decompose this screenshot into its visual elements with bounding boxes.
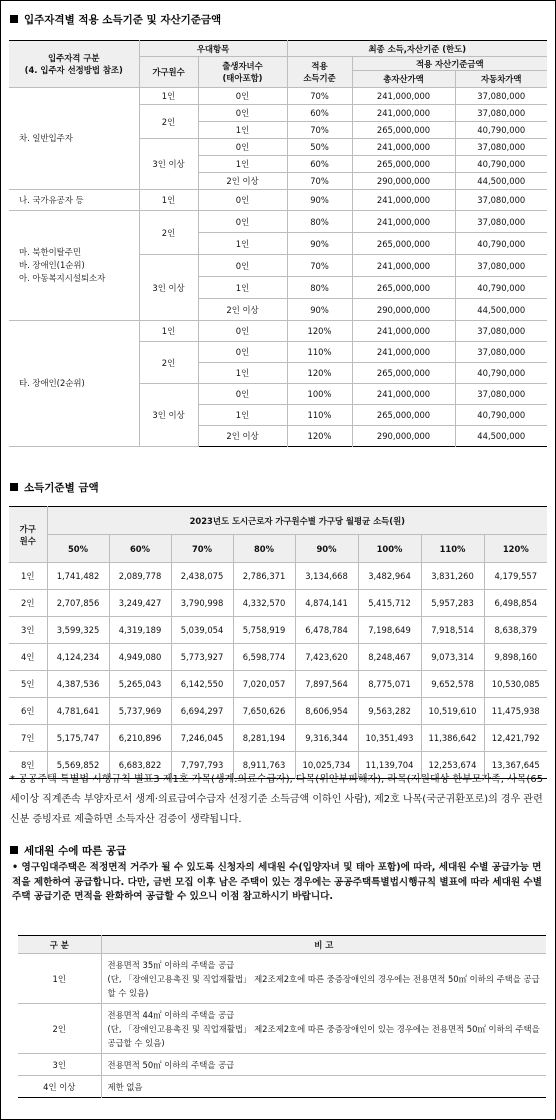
table-cell: 70% <box>287 173 352 190</box>
table-cell: 2인 <box>139 105 198 139</box>
table-cell: 40,790,000 <box>455 363 547 384</box>
table-cell: 3인 <box>18 1054 101 1076</box>
table-cell: 0인 <box>198 211 287 233</box>
table-row <box>9 88 547 105</box>
header-income-std <box>287 57 352 88</box>
table-cell: 241,000,000 <box>352 139 455 156</box>
income-amount-cell: 8,281,194 <box>233 725 295 752</box>
table-cell: 40,790,000 <box>455 405 547 426</box>
table-cell: 아. 아동복지시설퇴소자 <box>19 273 106 283</box>
income-amount-cell: 4,387,536 <box>47 671 109 698</box>
table-cell: 1인 <box>198 233 287 255</box>
income-amount-cell: 9,563,282 <box>358 698 421 725</box>
table-row <box>9 725 547 752</box>
table-cell: 1인 <box>198 122 287 139</box>
income-amount-cell: 4,179,557 <box>484 563 547 590</box>
income-amount-cell: 6,210,896 <box>109 725 171 752</box>
table-cell: 37,080,000 <box>455 190 547 211</box>
section3-title <box>10 843 126 858</box>
table-cell: 40,790,000 <box>455 156 547 173</box>
income-amount-cell: 2,786,371 <box>233 563 295 590</box>
table-row <box>9 617 547 644</box>
square-bullet-icon <box>10 483 18 491</box>
income-amount-cell: 7,020,057 <box>233 671 295 698</box>
table-cell: (단, 「장애인고용촉진 및 직업재활법」 제2조제2호에 따른 중증장애인의 경우에는 전용면적 50㎡ 이하의 주택을 공급할 수 있음) <box>107 973 540 998</box>
income-amount-cell: 8,606,954 <box>295 698 358 725</box>
table-cell: 90% <box>287 233 352 255</box>
income-asset-criteria-table <box>9 40 547 447</box>
income-amount-cell: 5,039,054 <box>171 617 233 644</box>
table-cell: (태아포함) <box>222 73 263 83</box>
table-cell: 241,000,000 <box>352 384 455 405</box>
table-cell: 입주자격 구분 <box>48 53 100 63</box>
table-cell: 241,000,000 <box>352 321 455 342</box>
section2-title <box>10 480 99 495</box>
table-cell: 241,000,000 <box>352 342 455 363</box>
income-amount-cell: 4,124,234 <box>47 644 109 671</box>
table-cell: 44,500,000 <box>455 173 547 190</box>
table-cell: 241,000,000 <box>352 190 455 211</box>
table-cell: 290,000,000 <box>352 426 455 447</box>
table-cell: 110% <box>287 342 352 363</box>
table-cell: 120% <box>287 321 352 342</box>
table-cell: 3인 이상 <box>139 384 198 447</box>
table-cell: 마. 북한이탈주민 <box>19 247 81 257</box>
header-final: 최종 소득,자산기준 (한도) <box>287 41 547 57</box>
table-row <box>9 590 547 617</box>
income-amount-table <box>9 506 547 779</box>
table-cell: 2인 <box>139 211 198 255</box>
table-cell: 0인 <box>198 255 287 277</box>
income-amount-cell: 10,351,493 <box>358 725 421 752</box>
category-ma-ba-a <box>9 211 139 321</box>
note-text: * 공공주택 특별법 시행규칙 별표3 제1호 가목(생계.의료수급자), 다목(위안부피해자), 라목(지원대상 한부모가족, 사목(65세이상 직계존속 부양자로서 생계·의료급여수급자 선정기준 소득금액 이하인 사람), 제2호 나목(국군귀환포로)의 경우 관련 신분 증빙자료 제출하면 소득자산 검증이 생략됩니다. <box>10 774 544 825</box>
income-amount-cell: 6,683,822 <box>109 752 171 779</box>
table-cell: 241,000,000 <box>352 88 455 105</box>
income-amount-cell: 4,949,080 <box>109 644 171 671</box>
table-cell: 90% <box>287 190 352 211</box>
table-cell: 37,080,000 <box>455 384 547 405</box>
table-cell: 60% <box>287 105 352 122</box>
header-household: 가구원수 <box>139 57 198 88</box>
table-cell: 1인 <box>198 277 287 299</box>
income-amount-cell: 7,897,564 <box>295 671 358 698</box>
table-cell: 소득기준별 금액 <box>24 482 99 494</box>
header-percent: 50% <box>47 535 109 563</box>
table-cell: 0인 <box>198 384 287 405</box>
table-cell: 바. 장애인(1순위) <box>19 260 85 270</box>
table-cell: 1인 <box>198 405 287 426</box>
income-amount-cell: 9,898,160 <box>484 644 547 671</box>
table-cell: 37,080,000 <box>455 211 547 233</box>
income-amount-cell: 3,831,260 <box>421 563 484 590</box>
table-cell: 0인 <box>198 321 287 342</box>
income-amount-cell: 2,707,856 <box>47 590 109 617</box>
table-cell: 1인 <box>139 190 198 211</box>
income-amount-cell: 1,741,482 <box>47 563 109 590</box>
table-row <box>9 671 547 698</box>
header-caption: 2023년도 도시근로자 가구원수별 가구당 월평균 소득(원) <box>47 507 547 535</box>
income-amount-cell: 8,638,379 <box>484 617 547 644</box>
header-percent: 60% <box>109 535 171 563</box>
table-cell: 3인 이상 <box>139 255 198 321</box>
income-amount-cell: 7,797,793 <box>171 752 233 779</box>
income-amount-cell: 2,438,075 <box>171 563 233 590</box>
table-cell: 265,000,000 <box>352 363 455 384</box>
table-cell: 80% <box>287 211 352 233</box>
table-cell: 265,000,000 <box>352 233 455 255</box>
household-size-label: 1인 <box>9 563 47 590</box>
table-cell: 1인 <box>198 156 287 173</box>
table-cell: 2인 이상 <box>198 173 287 190</box>
table-cell: 80% <box>287 277 352 299</box>
table-row <box>18 1054 546 1076</box>
supply-bullet-text: • 영구임대주택은 적정면적 거주가 될 수 있도록 신청자의 세대원 수(입양자녀 및 태아 포함)에 따라, 세대원 수별 공급가능 면적을 제한하여 공급합니다. 다만, 금번 모집 이후 남은 주택이 있는 경우에는 공공주택특별법시행규칙 별표에 따라 세대원 수별 주택 공급기준 면적을 완화하여 공급할 수 있으니 이점 참고하시기 바랍니다. <box>12 862 543 902</box>
income-amount-cell: 11,139,704 <box>358 752 421 779</box>
table-cell: 37,080,000 <box>455 105 547 122</box>
household-size-label: 7인 <box>9 725 47 752</box>
table-cell: 1인 <box>18 954 101 1004</box>
income-amount-cell: 2,089,778 <box>109 563 171 590</box>
income-amount-cell: 4,319,189 <box>109 617 171 644</box>
income-amount-cell: 3,482,964 <box>358 563 421 590</box>
table-cell: 44,500,000 <box>455 426 547 447</box>
table-cell: 가구 <box>19 523 36 534</box>
income-amount-cell: 3,790,998 <box>171 590 233 617</box>
income-amount-cell: 11,386,642 <box>421 725 484 752</box>
table-cell: 37,080,000 <box>455 139 547 156</box>
header-note: 비 고 <box>101 936 546 954</box>
table-cell: 265,000,000 <box>352 405 455 426</box>
table-cell: 110% <box>287 405 352 426</box>
table-cell: 세대원 수에 따른 공급 <box>24 845 127 857</box>
table-cell: 출생자녀수 <box>222 61 263 71</box>
table-row <box>9 644 547 671</box>
table-cell: 0인 <box>198 105 287 122</box>
income-amount-cell: 4,332,570 <box>233 590 295 617</box>
table-cell: 70% <box>287 122 352 139</box>
income-amount-cell: 6,498,854 <box>484 590 547 617</box>
household-size-label: 3인 <box>9 617 47 644</box>
income-amount-cell: 7,423,620 <box>295 644 358 671</box>
income-amount-cell: 5,265,043 <box>109 671 171 698</box>
header-percent: 120% <box>484 535 547 563</box>
income-amount-cell: 5,773,927 <box>171 644 233 671</box>
table-cell: 0인 <box>198 190 287 211</box>
table-cell: 37,080,000 <box>455 321 547 342</box>
income-amount-cell: 10,519,610 <box>421 698 484 725</box>
table-cell: 44,500,000 <box>455 299 547 321</box>
header-percent: 80% <box>233 535 295 563</box>
square-bullet-icon <box>10 15 18 23</box>
table-cell: 50% <box>287 139 352 156</box>
table-cell: 2인 이상 <box>198 299 287 321</box>
table-cell: 적용 <box>311 61 328 71</box>
header-percent: 100% <box>358 535 421 563</box>
table-row <box>9 211 547 233</box>
table-cell: 40,790,000 <box>455 277 547 299</box>
table-cell: 40,790,000 <box>455 122 547 139</box>
household-size-label: 8인 <box>9 752 47 779</box>
table-cell: 241,000,000 <box>352 105 455 122</box>
table-cell: 90% <box>287 299 352 321</box>
income-amount-cell: 9,316,344 <box>295 725 358 752</box>
table-cell: 290,000,000 <box>352 173 455 190</box>
category-ta: 타. 장애인(2순위) <box>9 321 139 447</box>
table-cell: (4. 입주자 선정방법 참조) <box>24 65 123 75</box>
household-size-label: 4인 <box>9 644 47 671</box>
income-amount-cell: 6,598,774 <box>233 644 295 671</box>
header-children <box>198 57 287 88</box>
header-percent: 70% <box>171 535 233 563</box>
table-cell: 265,000,000 <box>352 156 455 173</box>
header-asset-std: 적용 자산기준금액 <box>352 57 547 71</box>
header-household <box>9 507 47 563</box>
table-cell: 소득기준 <box>303 73 336 83</box>
table-cell: 0인 <box>198 342 287 363</box>
table-cell: 2인 <box>139 342 198 384</box>
category-cha: 차. 일반입주자 <box>9 88 139 190</box>
table-cell: 0인 <box>198 139 287 156</box>
income-amount-cell: 8,911,763 <box>233 752 295 779</box>
table-cell: 40,790,000 <box>455 233 547 255</box>
income-amount-cell: 10,025,734 <box>295 752 358 779</box>
table-cell: 265,000,000 <box>352 122 455 139</box>
table-cell: 전용면적 35㎡ 이하의 주택을 공급 <box>107 959 235 970</box>
table-cell: 37,080,000 <box>455 88 547 105</box>
header-category <box>9 41 139 88</box>
income-amount-cell: 4,781,641 <box>47 698 109 725</box>
table-cell: 241,000,000 <box>352 211 455 233</box>
table-cell: 전용면적 50㎡ 이하의 주택을 공급 <box>107 1059 235 1070</box>
table-cell: 3인 이상 <box>139 139 198 190</box>
income-amount-cell: 3,134,668 <box>295 563 358 590</box>
table-cell: 37,080,000 <box>455 342 547 363</box>
table-cell: (단, 「장애인고용촉진 및 직업재활법」 제2조제2호에 따른 중증장애인이 있는 경우에는 전용면적 50㎡ 이하의 주택을 공급할 수 있음) <box>107 1023 540 1048</box>
income-amount-cell: 5,569,852 <box>47 752 109 779</box>
income-amount-cell: 4,874,141 <box>295 590 358 617</box>
income-amount-cell: 7,198,649 <box>358 617 421 644</box>
table-cell: 제한 없음 <box>107 1081 143 1092</box>
income-amount-cell: 5,758,919 <box>233 617 295 644</box>
income-amount-cell: 3,249,427 <box>109 590 171 617</box>
household-size-label: 6인 <box>9 698 47 725</box>
table-row <box>18 1004 546 1054</box>
section1-title <box>10 12 221 27</box>
income-amount-cell: 5,415,712 <box>358 590 421 617</box>
household-size-label: 2인 <box>9 590 47 617</box>
income-amount-cell: 3,599,325 <box>47 617 109 644</box>
table-cell: 전용면적 44㎡ 이하의 주택을 공급 <box>107 1009 235 1020</box>
income-amount-cell: 7,918,514 <box>421 617 484 644</box>
header-percent: 90% <box>295 535 358 563</box>
table-row <box>9 190 547 211</box>
table-cell: 0인 <box>198 88 287 105</box>
income-amount-cell: 11,475,938 <box>484 698 547 725</box>
income-amount-cell: 6,694,297 <box>171 698 233 725</box>
table-cell: 입주자격별 적용 소득기준 및 자산기준금액 <box>24 14 222 26</box>
income-amount-cell: 13,367,645 <box>484 752 547 779</box>
table-cell: 원수 <box>19 535 36 546</box>
household-supply-table <box>18 935 546 1098</box>
table-cell: 2인 <box>18 1004 101 1054</box>
table-cell: 241,000,000 <box>352 255 455 277</box>
income-amount-cell: 8,775,071 <box>358 671 421 698</box>
header-car: 자동차가액 <box>455 71 547 88</box>
table-cell: 37,080,000 <box>455 255 547 277</box>
header-type: 구 분 <box>18 936 101 954</box>
category-na: 나. 국가유공자 등 <box>9 190 139 211</box>
table-row <box>9 698 547 725</box>
income-amount-cell: 9,073,314 <box>421 644 484 671</box>
table-cell: 70% <box>287 255 352 277</box>
table-cell: 60% <box>287 156 352 173</box>
table-cell: 120% <box>287 363 352 384</box>
income-amount-cell: 5,737,969 <box>109 698 171 725</box>
household-size-label: 5인 <box>9 671 47 698</box>
table-cell: 4인 이상 <box>18 1076 101 1098</box>
table-row <box>18 1076 546 1098</box>
income-amount-cell: 12,253,674 <box>421 752 484 779</box>
income-amount-cell: 10,530,085 <box>484 671 547 698</box>
table-cell: 70% <box>287 88 352 105</box>
table-cell: 2인 이상 <box>198 426 287 447</box>
income-amount-cell: 6,478,784 <box>295 617 358 644</box>
table-cell: 290,000,000 <box>352 299 455 321</box>
table-row <box>9 321 547 342</box>
table-cell: 1인 <box>198 363 287 384</box>
header-percent: 110% <box>421 535 484 563</box>
income-amount-cell: 6,142,550 <box>171 671 233 698</box>
income-amount-cell: 5,175,747 <box>47 725 109 752</box>
income-amount-cell: 8,248,467 <box>358 644 421 671</box>
square-bullet-icon <box>10 846 18 854</box>
table-cell: 1인 <box>139 321 198 342</box>
income-amount-cell: 12,421,792 <box>484 725 547 752</box>
table-cell: 265,000,000 <box>352 277 455 299</box>
header-preferential: 우대항목 <box>139 41 287 57</box>
income-amount-cell: 7,650,626 <box>233 698 295 725</box>
table-row <box>18 954 546 1004</box>
header-total-assets: 총자산가액 <box>352 71 455 88</box>
table-cell: 100% <box>287 384 352 405</box>
income-amount-cell: 7,246,045 <box>171 725 233 752</box>
income-amount-cell: 9,652,578 <box>421 671 484 698</box>
table-cell: 1인 <box>139 88 198 105</box>
table-cell: 120% <box>287 426 352 447</box>
income-amount-cell: 5,957,283 <box>421 590 484 617</box>
table-row <box>9 563 547 590</box>
